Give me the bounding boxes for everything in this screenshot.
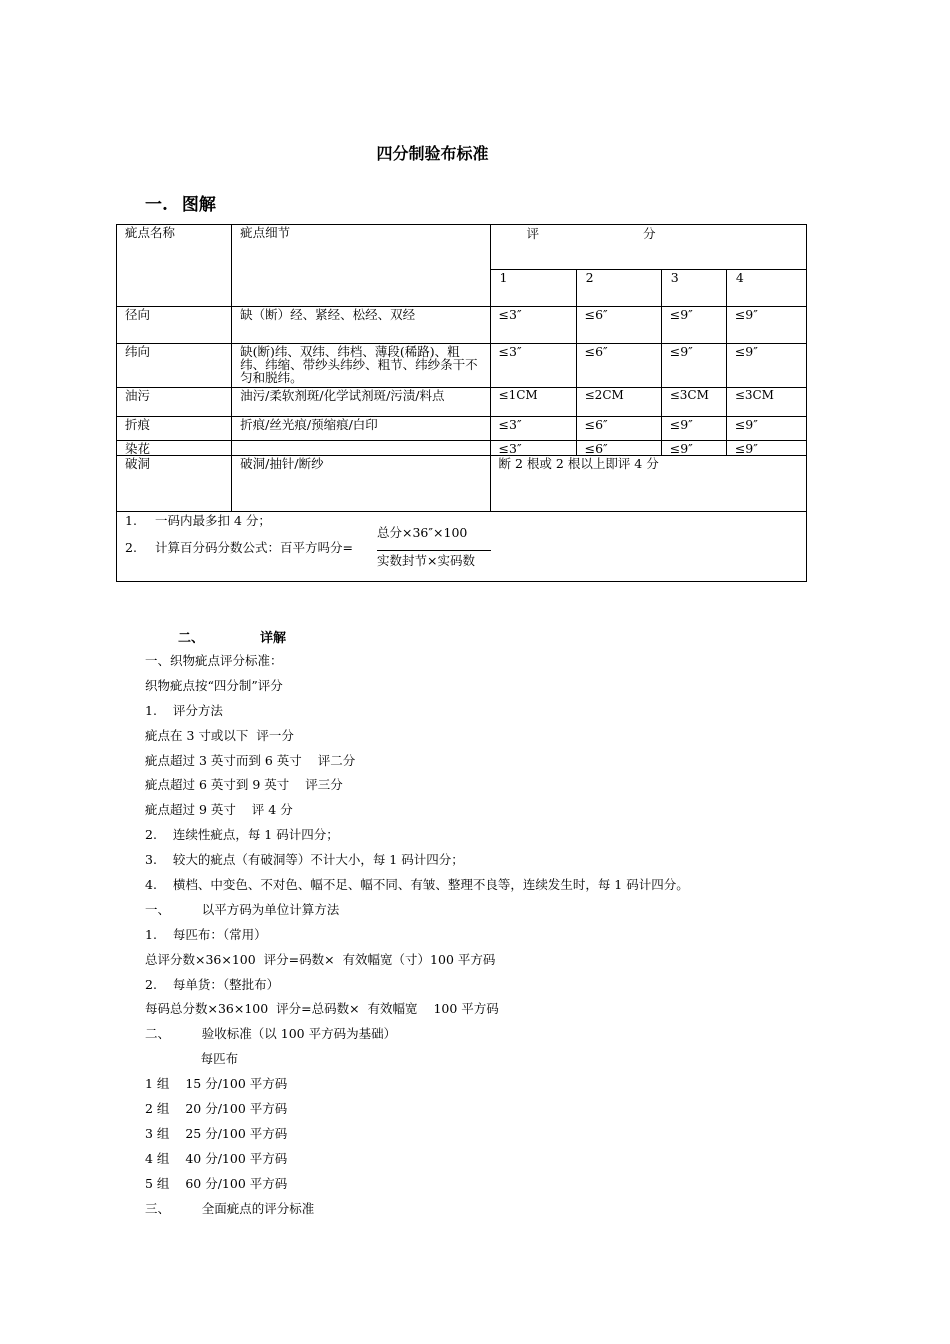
text-line: 5 组 60 分/100 平方码 (145, 1175, 288, 1191)
text-line: 1 组 15 分/100 平方码 (145, 1076, 288, 1092)
hole-score: 断 2 根或 2 根以上即评 4 分 (490, 456, 806, 512)
defect-detail: 油污/柔软剂斑/化学试剂斑/污渍/料点 (232, 388, 490, 417)
table-row (117, 417, 807, 441)
header-defect-name: 疵点名称 (117, 225, 232, 307)
score-3: ≤9″ (661, 441, 726, 456)
text-line: 一、 以平方码为单位计算方法 (145, 901, 340, 917)
text-line: 4 组 40 分/100 平方码 (145, 1150, 288, 1166)
section-2-number: 二、 (178, 631, 205, 646)
text-line: 3. 较大的疵点（有破洞等）不计大小，每 1 码计四分； (145, 852, 464, 868)
score-1: ≤3″ (490, 344, 576, 388)
table-row (117, 441, 807, 456)
score-4: ≤9″ (726, 417, 806, 441)
detail-text (145, 649, 689, 1221)
score-3: ≤3CM (661, 388, 726, 417)
section-2-label: 详解 (260, 631, 287, 646)
table-row (117, 456, 807, 512)
note-1: 1. 一码内最多扣 4 分； (125, 513, 271, 528)
defect-detail: 折痕/丝光痕/预缩痕/白印 (232, 417, 490, 441)
table-row (117, 388, 807, 417)
header-col-4: 4 (726, 270, 806, 307)
defect-name: 染花 (117, 441, 232, 456)
text-line: 疵点在 3 寸或以下 评一分 (145, 727, 294, 743)
score-1: ≤3″ (490, 417, 576, 441)
score-2: ≤6″ (576, 307, 661, 344)
defect-detail: 缺(断)纬、双纬、纬档、薄段(稀路)、粗纬、纬缩、带纱头纬纱、粗节、纬纱条干不匀和脱纬。 (232, 344, 490, 388)
header-score-b: 分 (643, 226, 656, 241)
table-notes (117, 512, 807, 582)
defect-name: 纬向 (117, 344, 232, 388)
text-line: 2 组 20 分/100 平方码 (145, 1101, 288, 1117)
text-line: 织物疵点按“四分制”评分 (145, 677, 283, 693)
header-defect-detail: 疵点细节 (232, 225, 490, 307)
text-line: 3 组 25 分/100 平方码 (145, 1125, 288, 1141)
defect-detail: 缺（断）经、紧经、松经、双经 (232, 307, 490, 344)
table-row (117, 307, 807, 344)
header-col-2: 2 (576, 270, 661, 307)
text-line: 一、织物疵点评分标准： (145, 653, 283, 668)
defect-name: 径向 (117, 307, 232, 344)
note-2: 2. 计算百分码分数公式：百平方吗分= (125, 540, 353, 555)
section-1-heading (145, 190, 216, 215)
text-line: 2. 连续性疵点，每 1 码计四分； (145, 827, 339, 843)
score-3: ≤9″ (661, 417, 726, 441)
formula-numerator: 总分×36″×100 (377, 525, 468, 540)
defect-name: 折痕 (117, 417, 232, 441)
score-1: ≤1CM (490, 388, 576, 417)
defect-name: 油污 (117, 388, 232, 417)
defect-detail (232, 441, 490, 456)
score-2: ≤6″ (576, 417, 661, 441)
header-score (490, 225, 806, 270)
score-1: ≤3″ (490, 441, 576, 456)
text-line: 二、 验收标准（以 100 平方码为基础） (145, 1026, 397, 1042)
score-3: ≤9″ (661, 344, 726, 388)
text-line: 疵点超过 6 英寸到 9 英寸 评三分 (145, 777, 343, 793)
header-col-1: 1 (490, 270, 576, 307)
text-line: 1. 评分方法 (145, 702, 223, 718)
score-4: ≤9″ (726, 441, 806, 456)
defect-table (116, 224, 807, 582)
score-4: ≤3CM (726, 388, 806, 417)
section-2-heading (178, 627, 286, 646)
text-line: 每匹布 (145, 1051, 239, 1067)
text-line: 4. 横档、中变色、不对色、幅不足、幅不同、有皱、整理不良等，连续发生时，每 1 码计四分。 (145, 877, 689, 893)
score-2: ≤2CM (576, 388, 661, 417)
defect-detail: 破洞/抽针/断纱 (232, 456, 490, 512)
text-line: 每码总分数×36×100 评分=总码数× 有效幅宽 100 平方码 (145, 1001, 499, 1017)
section-1-label: 图解 (181, 195, 216, 215)
text-line: 2. 每单货：（整批布） (145, 976, 280, 992)
header-score-a: 评 (526, 226, 540, 241)
score-2: ≤6″ (576, 441, 661, 456)
section-1-number: 一. (145, 195, 168, 215)
defect-name: 破洞 (117, 456, 232, 512)
page-title: 四分制验布标准 (376, 144, 489, 163)
score-2: ≤6″ (576, 344, 661, 388)
text-line: 1. 每匹布：（常用） (145, 926, 267, 942)
text-line: 总评分数×36×100 评分=码数× 有效幅宽（寸）100 平方码 (145, 951, 496, 967)
table-row (117, 344, 807, 388)
formula-denominator: 实数封节×实码数 (377, 553, 475, 568)
text-line: 疵点超过 3 英寸而到 6 英寸 评二分 (145, 752, 356, 768)
text-line: 三、 全面疵点的评分标准 (145, 1200, 315, 1216)
header-col-3: 3 (661, 270, 726, 307)
score-4: ≤9″ (726, 307, 806, 344)
score-1: ≤3″ (490, 307, 576, 344)
score-4: ≤9″ (726, 344, 806, 388)
text-line: 疵点超过 9 英寸 评 4 分 (145, 802, 293, 818)
score-3: ≤9″ (661, 307, 726, 344)
fraction-line (377, 550, 491, 551)
